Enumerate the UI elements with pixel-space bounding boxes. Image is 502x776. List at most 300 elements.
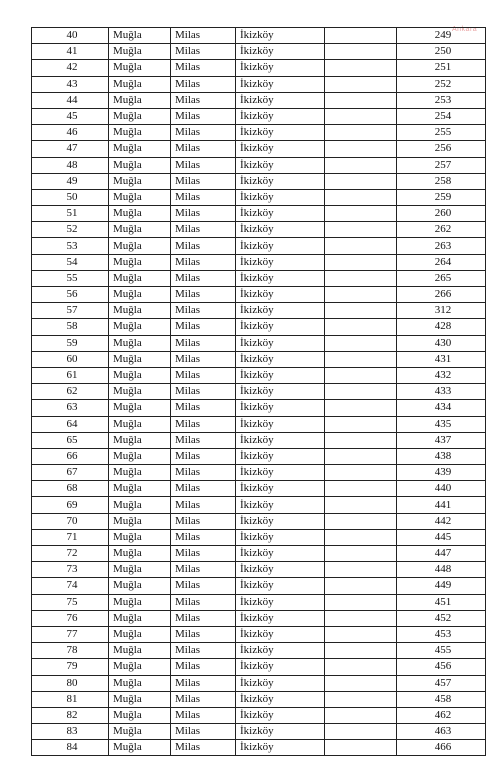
parcel-number-cell: 462 (397, 707, 486, 723)
blank-cell (325, 270, 397, 286)
blank-cell (325, 125, 397, 141)
district-cell: Milas (171, 643, 236, 659)
province-cell: Muğla (109, 335, 171, 351)
parcel-number-cell: 441 (397, 497, 486, 513)
neighborhood-cell: İkizköy (236, 626, 325, 642)
table-row (32, 189, 486, 205)
district-cell: Milas (171, 303, 236, 319)
district-cell: Milas (171, 562, 236, 578)
parcel-number-cell: 455 (397, 643, 486, 659)
table-row (32, 707, 486, 723)
province-cell: Muğla (109, 173, 171, 189)
district-cell: Milas (171, 270, 236, 286)
neighborhood-cell: İkizköy (236, 724, 325, 740)
province-cell: Muğla (109, 238, 171, 254)
blank-cell (325, 691, 397, 707)
table-row (32, 367, 486, 383)
district-cell: Milas (171, 724, 236, 740)
district-cell: Milas (171, 108, 236, 124)
province-cell: Muğla (109, 465, 171, 481)
blank-cell (325, 626, 397, 642)
row-number-cell: 61 (32, 367, 109, 383)
parcel-number-cell: 258 (397, 173, 486, 189)
row-number-cell: 84 (32, 740, 109, 756)
blank-cell (325, 108, 397, 124)
neighborhood-cell: İkizköy (236, 351, 325, 367)
district-cell: Milas (171, 513, 236, 529)
district-cell: Milas (171, 76, 236, 92)
blank-cell (325, 238, 397, 254)
parcel-number-cell: 264 (397, 254, 486, 270)
neighborhood-cell: İkizköy (236, 238, 325, 254)
table-row (32, 529, 486, 545)
row-number-cell: 74 (32, 578, 109, 594)
neighborhood-cell: İkizköy (236, 303, 325, 319)
blank-cell (325, 594, 397, 610)
parcel-number-cell: 437 (397, 432, 486, 448)
neighborhood-cell: İkizköy (236, 141, 325, 157)
neighborhood-cell: İkizköy (236, 76, 325, 92)
table-row (32, 173, 486, 189)
blank-cell (325, 28, 397, 44)
blank-cell (325, 610, 397, 626)
table-row (32, 287, 486, 303)
province-cell: Muğla (109, 643, 171, 659)
district-cell: Milas (171, 384, 236, 400)
neighborhood-cell: İkizköy (236, 157, 325, 173)
neighborhood-cell: İkizköy (236, 189, 325, 205)
row-number-cell: 56 (32, 287, 109, 303)
neighborhood-cell: İkizköy (236, 707, 325, 723)
blank-cell (325, 465, 397, 481)
province-cell: Muğla (109, 108, 171, 124)
row-number-cell: 49 (32, 173, 109, 189)
row-number-cell: 48 (32, 157, 109, 173)
district-cell: Milas (171, 448, 236, 464)
province-cell: Muğla (109, 254, 171, 270)
parcel-number-cell: 440 (397, 481, 486, 497)
blank-cell (325, 157, 397, 173)
parcel-number-cell: 249 (397, 28, 486, 44)
blank-cell (325, 675, 397, 691)
district-cell: Milas (171, 335, 236, 351)
row-number-cell: 68 (32, 481, 109, 497)
blank-cell (325, 707, 397, 723)
neighborhood-cell: İkizköy (236, 254, 325, 270)
neighborhood-cell: İkizköy (236, 497, 325, 513)
table-row (32, 610, 486, 626)
table-row (32, 238, 486, 254)
neighborhood-cell: İkizköy (236, 384, 325, 400)
neighborhood-cell: İkizköy (236, 432, 325, 448)
row-number-cell: 70 (32, 513, 109, 529)
row-number-cell: 71 (32, 529, 109, 545)
province-cell: Muğla (109, 222, 171, 238)
neighborhood-cell: İkizköy (236, 562, 325, 578)
province-cell: Muğla (109, 610, 171, 626)
row-number-cell: 62 (32, 384, 109, 400)
row-number-cell: 41 (32, 44, 109, 60)
district-cell: Milas (171, 238, 236, 254)
district-cell: Milas (171, 92, 236, 108)
table-row (32, 578, 486, 594)
table-row (32, 125, 486, 141)
neighborhood-cell: İkizköy (236, 270, 325, 286)
neighborhood-cell: İkizköy (236, 529, 325, 545)
district-cell: Milas (171, 675, 236, 691)
district-cell: Milas (171, 287, 236, 303)
district-cell: Milas (171, 610, 236, 626)
province-cell: Muğla (109, 626, 171, 642)
province-cell: Muğla (109, 303, 171, 319)
row-number-cell: 76 (32, 610, 109, 626)
parcel-number-cell: 457 (397, 675, 486, 691)
table-row (32, 222, 486, 238)
province-cell: Muğla (109, 416, 171, 432)
table-row (32, 432, 486, 448)
blank-cell (325, 384, 397, 400)
row-number-cell: 51 (32, 206, 109, 222)
parcel-number-cell: 262 (397, 222, 486, 238)
row-number-cell: 60 (32, 351, 109, 367)
parcel-number-cell: 466 (397, 740, 486, 756)
table-row (32, 497, 486, 513)
parcel-number-cell: 252 (397, 76, 486, 92)
row-number-cell: 67 (32, 465, 109, 481)
parcel-number-cell: 449 (397, 578, 486, 594)
district-cell: Milas (171, 189, 236, 205)
row-number-cell: 47 (32, 141, 109, 157)
district-cell: Milas (171, 740, 236, 756)
blank-cell (325, 513, 397, 529)
blank-cell (325, 529, 397, 545)
blank-cell (325, 659, 397, 675)
district-cell: Milas (171, 416, 236, 432)
province-cell: Muğla (109, 157, 171, 173)
province-cell: Muğla (109, 513, 171, 529)
blank-cell (325, 400, 397, 416)
row-number-cell: 72 (32, 546, 109, 562)
neighborhood-cell: İkizköy (236, 287, 325, 303)
province-cell: Muğla (109, 400, 171, 416)
table-row (32, 303, 486, 319)
table-row (32, 141, 486, 157)
province-cell: Muğla (109, 125, 171, 141)
province-cell: Muğla (109, 497, 171, 513)
neighborhood-cell: İkizköy (236, 448, 325, 464)
neighborhood-cell: İkizköy (236, 610, 325, 626)
blank-cell (325, 303, 397, 319)
table-row (32, 206, 486, 222)
parcel-number-cell: 435 (397, 416, 486, 432)
parcel-number-cell: 263 (397, 238, 486, 254)
neighborhood-cell: İkizköy (236, 125, 325, 141)
table-row (32, 546, 486, 562)
parcel-number-cell: 254 (397, 108, 486, 124)
neighborhood-cell: İkizköy (236, 335, 325, 351)
parcel-number-cell: 430 (397, 335, 486, 351)
table-row (32, 416, 486, 432)
province-cell: Muğla (109, 367, 171, 383)
province-cell: Muğla (109, 432, 171, 448)
district-cell: Milas (171, 222, 236, 238)
neighborhood-cell: İkizköy (236, 643, 325, 659)
table-row (32, 157, 486, 173)
province-cell: Muğla (109, 529, 171, 545)
parcel-number-cell: 433 (397, 384, 486, 400)
parcel-number-cell: 439 (397, 465, 486, 481)
row-number-cell: 63 (32, 400, 109, 416)
district-cell: Milas (171, 206, 236, 222)
table-row (32, 351, 486, 367)
province-cell: Muğla (109, 319, 171, 335)
table-row (32, 92, 486, 108)
neighborhood-cell: İkizköy (236, 222, 325, 238)
parcel-number-cell: 256 (397, 141, 486, 157)
blank-cell (325, 254, 397, 270)
province-cell: Muğla (109, 287, 171, 303)
province-cell: Muğla (109, 707, 171, 723)
blank-cell (325, 562, 397, 578)
blank-cell (325, 416, 397, 432)
parcel-number-cell: 260 (397, 206, 486, 222)
province-cell: Muğla (109, 44, 171, 60)
parcel-number-cell: 458 (397, 691, 486, 707)
table-row (32, 481, 486, 497)
province-cell: Muğla (109, 448, 171, 464)
row-number-cell: 83 (32, 724, 109, 740)
row-number-cell: 46 (32, 125, 109, 141)
neighborhood-cell: İkizköy (236, 108, 325, 124)
province-cell: Muğla (109, 28, 171, 44)
blank-cell (325, 497, 397, 513)
parcel-number-cell: 266 (397, 287, 486, 303)
district-cell: Milas (171, 157, 236, 173)
row-number-cell: 43 (32, 76, 109, 92)
province-cell: Muğla (109, 60, 171, 76)
district-cell: Milas (171, 367, 236, 383)
neighborhood-cell: İkizköy (236, 546, 325, 562)
blank-cell (325, 351, 397, 367)
province-cell: Muğla (109, 691, 171, 707)
parcel-number-cell: 445 (397, 529, 486, 545)
blank-cell (325, 319, 397, 335)
district-cell: Milas (171, 578, 236, 594)
table-row (32, 448, 486, 464)
district-cell: Milas (171, 400, 236, 416)
table-row (32, 319, 486, 335)
table-row (32, 400, 486, 416)
table-row (32, 60, 486, 76)
table-row (32, 643, 486, 659)
table-row (32, 562, 486, 578)
blank-cell (325, 481, 397, 497)
blank-cell (325, 724, 397, 740)
blank-cell (325, 432, 397, 448)
district-cell: Milas (171, 319, 236, 335)
table-row (32, 76, 486, 92)
neighborhood-cell: İkizköy (236, 206, 325, 222)
parcel-number-cell: 312 (397, 303, 486, 319)
parcel-number-cell: 451 (397, 594, 486, 610)
province-cell: Muğla (109, 578, 171, 594)
row-number-cell: 69 (32, 497, 109, 513)
blank-cell (325, 76, 397, 92)
blank-cell (325, 173, 397, 189)
province-cell: Muğla (109, 384, 171, 400)
neighborhood-cell: İkizköy (236, 740, 325, 756)
district-cell: Milas (171, 497, 236, 513)
neighborhood-cell: İkizköy (236, 319, 325, 335)
table-row (32, 270, 486, 286)
row-number-cell: 65 (32, 432, 109, 448)
row-number-cell: 52 (32, 222, 109, 238)
province-cell: Muğla (109, 270, 171, 286)
watermark-stamp: Ankara (452, 26, 478, 33)
row-number-cell: 78 (32, 643, 109, 659)
province-cell: Muğla (109, 76, 171, 92)
province-cell: Muğla (109, 562, 171, 578)
table-row (32, 465, 486, 481)
table-row (32, 691, 486, 707)
row-number-cell: 50 (32, 189, 109, 205)
province-cell: Muğla (109, 724, 171, 740)
row-number-cell: 82 (32, 707, 109, 723)
table-row (32, 254, 486, 270)
neighborhood-cell: İkizköy (236, 465, 325, 481)
blank-cell (325, 206, 397, 222)
blank-cell (325, 448, 397, 464)
table-row (32, 626, 486, 642)
table-row (32, 44, 486, 60)
province-cell: Muğla (109, 189, 171, 205)
parcel-number-cell: 428 (397, 319, 486, 335)
district-cell: Milas (171, 546, 236, 562)
row-number-cell: 75 (32, 594, 109, 610)
district-cell: Milas (171, 173, 236, 189)
neighborhood-cell: İkizköy (236, 416, 325, 432)
neighborhood-cell: İkizköy (236, 513, 325, 529)
neighborhood-cell: İkizköy (236, 691, 325, 707)
blank-cell (325, 141, 397, 157)
blank-cell (325, 60, 397, 76)
parcel-number-cell: 456 (397, 659, 486, 675)
parcel-number-cell: 431 (397, 351, 486, 367)
neighborhood-cell: İkizköy (236, 44, 325, 60)
table-row (32, 724, 486, 740)
blank-cell (325, 740, 397, 756)
blank-cell (325, 189, 397, 205)
district-cell: Milas (171, 141, 236, 157)
neighborhood-cell: İkizköy (236, 28, 325, 44)
district-cell: Milas (171, 481, 236, 497)
row-number-cell: 59 (32, 335, 109, 351)
district-cell: Milas (171, 529, 236, 545)
parcel-number-cell: 432 (397, 367, 486, 383)
parcel-number-cell: 250 (397, 44, 486, 60)
row-number-cell: 40 (32, 28, 109, 44)
row-number-cell: 64 (32, 416, 109, 432)
table-row (32, 335, 486, 351)
table-row (32, 384, 486, 400)
neighborhood-cell: İkizköy (236, 400, 325, 416)
district-cell: Milas (171, 125, 236, 141)
province-cell: Muğla (109, 481, 171, 497)
neighborhood-cell: İkizköy (236, 675, 325, 691)
province-cell: Muğla (109, 659, 171, 675)
parcel-number-cell: 463 (397, 724, 486, 740)
row-number-cell: 53 (32, 238, 109, 254)
neighborhood-cell: İkizköy (236, 659, 325, 675)
row-number-cell: 80 (32, 675, 109, 691)
district-cell: Milas (171, 28, 236, 44)
parcel-number-cell: 434 (397, 400, 486, 416)
parcel-number-cell: 452 (397, 610, 486, 626)
blank-cell (325, 578, 397, 594)
row-number-cell: 54 (32, 254, 109, 270)
row-number-cell: 55 (32, 270, 109, 286)
parcel-number-cell: 453 (397, 626, 486, 642)
parcel-number-cell: 447 (397, 546, 486, 562)
district-cell: Milas (171, 659, 236, 675)
row-number-cell: 57 (32, 303, 109, 319)
province-cell: Muğla (109, 206, 171, 222)
district-cell: Milas (171, 594, 236, 610)
neighborhood-cell: İkizköy (236, 367, 325, 383)
province-cell: Muğla (109, 675, 171, 691)
parcel-table (31, 27, 486, 756)
province-cell: Muğla (109, 740, 171, 756)
province-cell: Muğla (109, 546, 171, 562)
row-number-cell: 44 (32, 92, 109, 108)
table-row (32, 513, 486, 529)
district-cell: Milas (171, 707, 236, 723)
blank-cell (325, 335, 397, 351)
row-number-cell: 42 (32, 60, 109, 76)
table-row (32, 28, 486, 44)
neighborhood-cell: İkizköy (236, 481, 325, 497)
parcel-number-cell: 259 (397, 189, 486, 205)
neighborhood-cell: İkizköy (236, 92, 325, 108)
parcel-number-cell: 253 (397, 92, 486, 108)
table-row (32, 594, 486, 610)
province-cell: Muğla (109, 351, 171, 367)
blank-cell (325, 92, 397, 108)
district-cell: Milas (171, 44, 236, 60)
province-cell: Muğla (109, 594, 171, 610)
parcel-table-body (32, 28, 486, 756)
row-number-cell: 73 (32, 562, 109, 578)
row-number-cell: 45 (32, 108, 109, 124)
district-cell: Milas (171, 465, 236, 481)
table-row (32, 675, 486, 691)
neighborhood-cell: İkizköy (236, 60, 325, 76)
district-cell: Milas (171, 254, 236, 270)
parcel-number-cell: 255 (397, 125, 486, 141)
parcel-number-cell: 251 (397, 60, 486, 76)
district-cell: Milas (171, 432, 236, 448)
table-row (32, 108, 486, 124)
neighborhood-cell: İkizköy (236, 173, 325, 189)
district-cell: Milas (171, 351, 236, 367)
parcel-number-cell: 257 (397, 157, 486, 173)
district-cell: Milas (171, 60, 236, 76)
row-number-cell: 79 (32, 659, 109, 675)
blank-cell (325, 287, 397, 303)
blank-cell (325, 546, 397, 562)
parcel-number-cell: 442 (397, 513, 486, 529)
table-row (32, 659, 486, 675)
